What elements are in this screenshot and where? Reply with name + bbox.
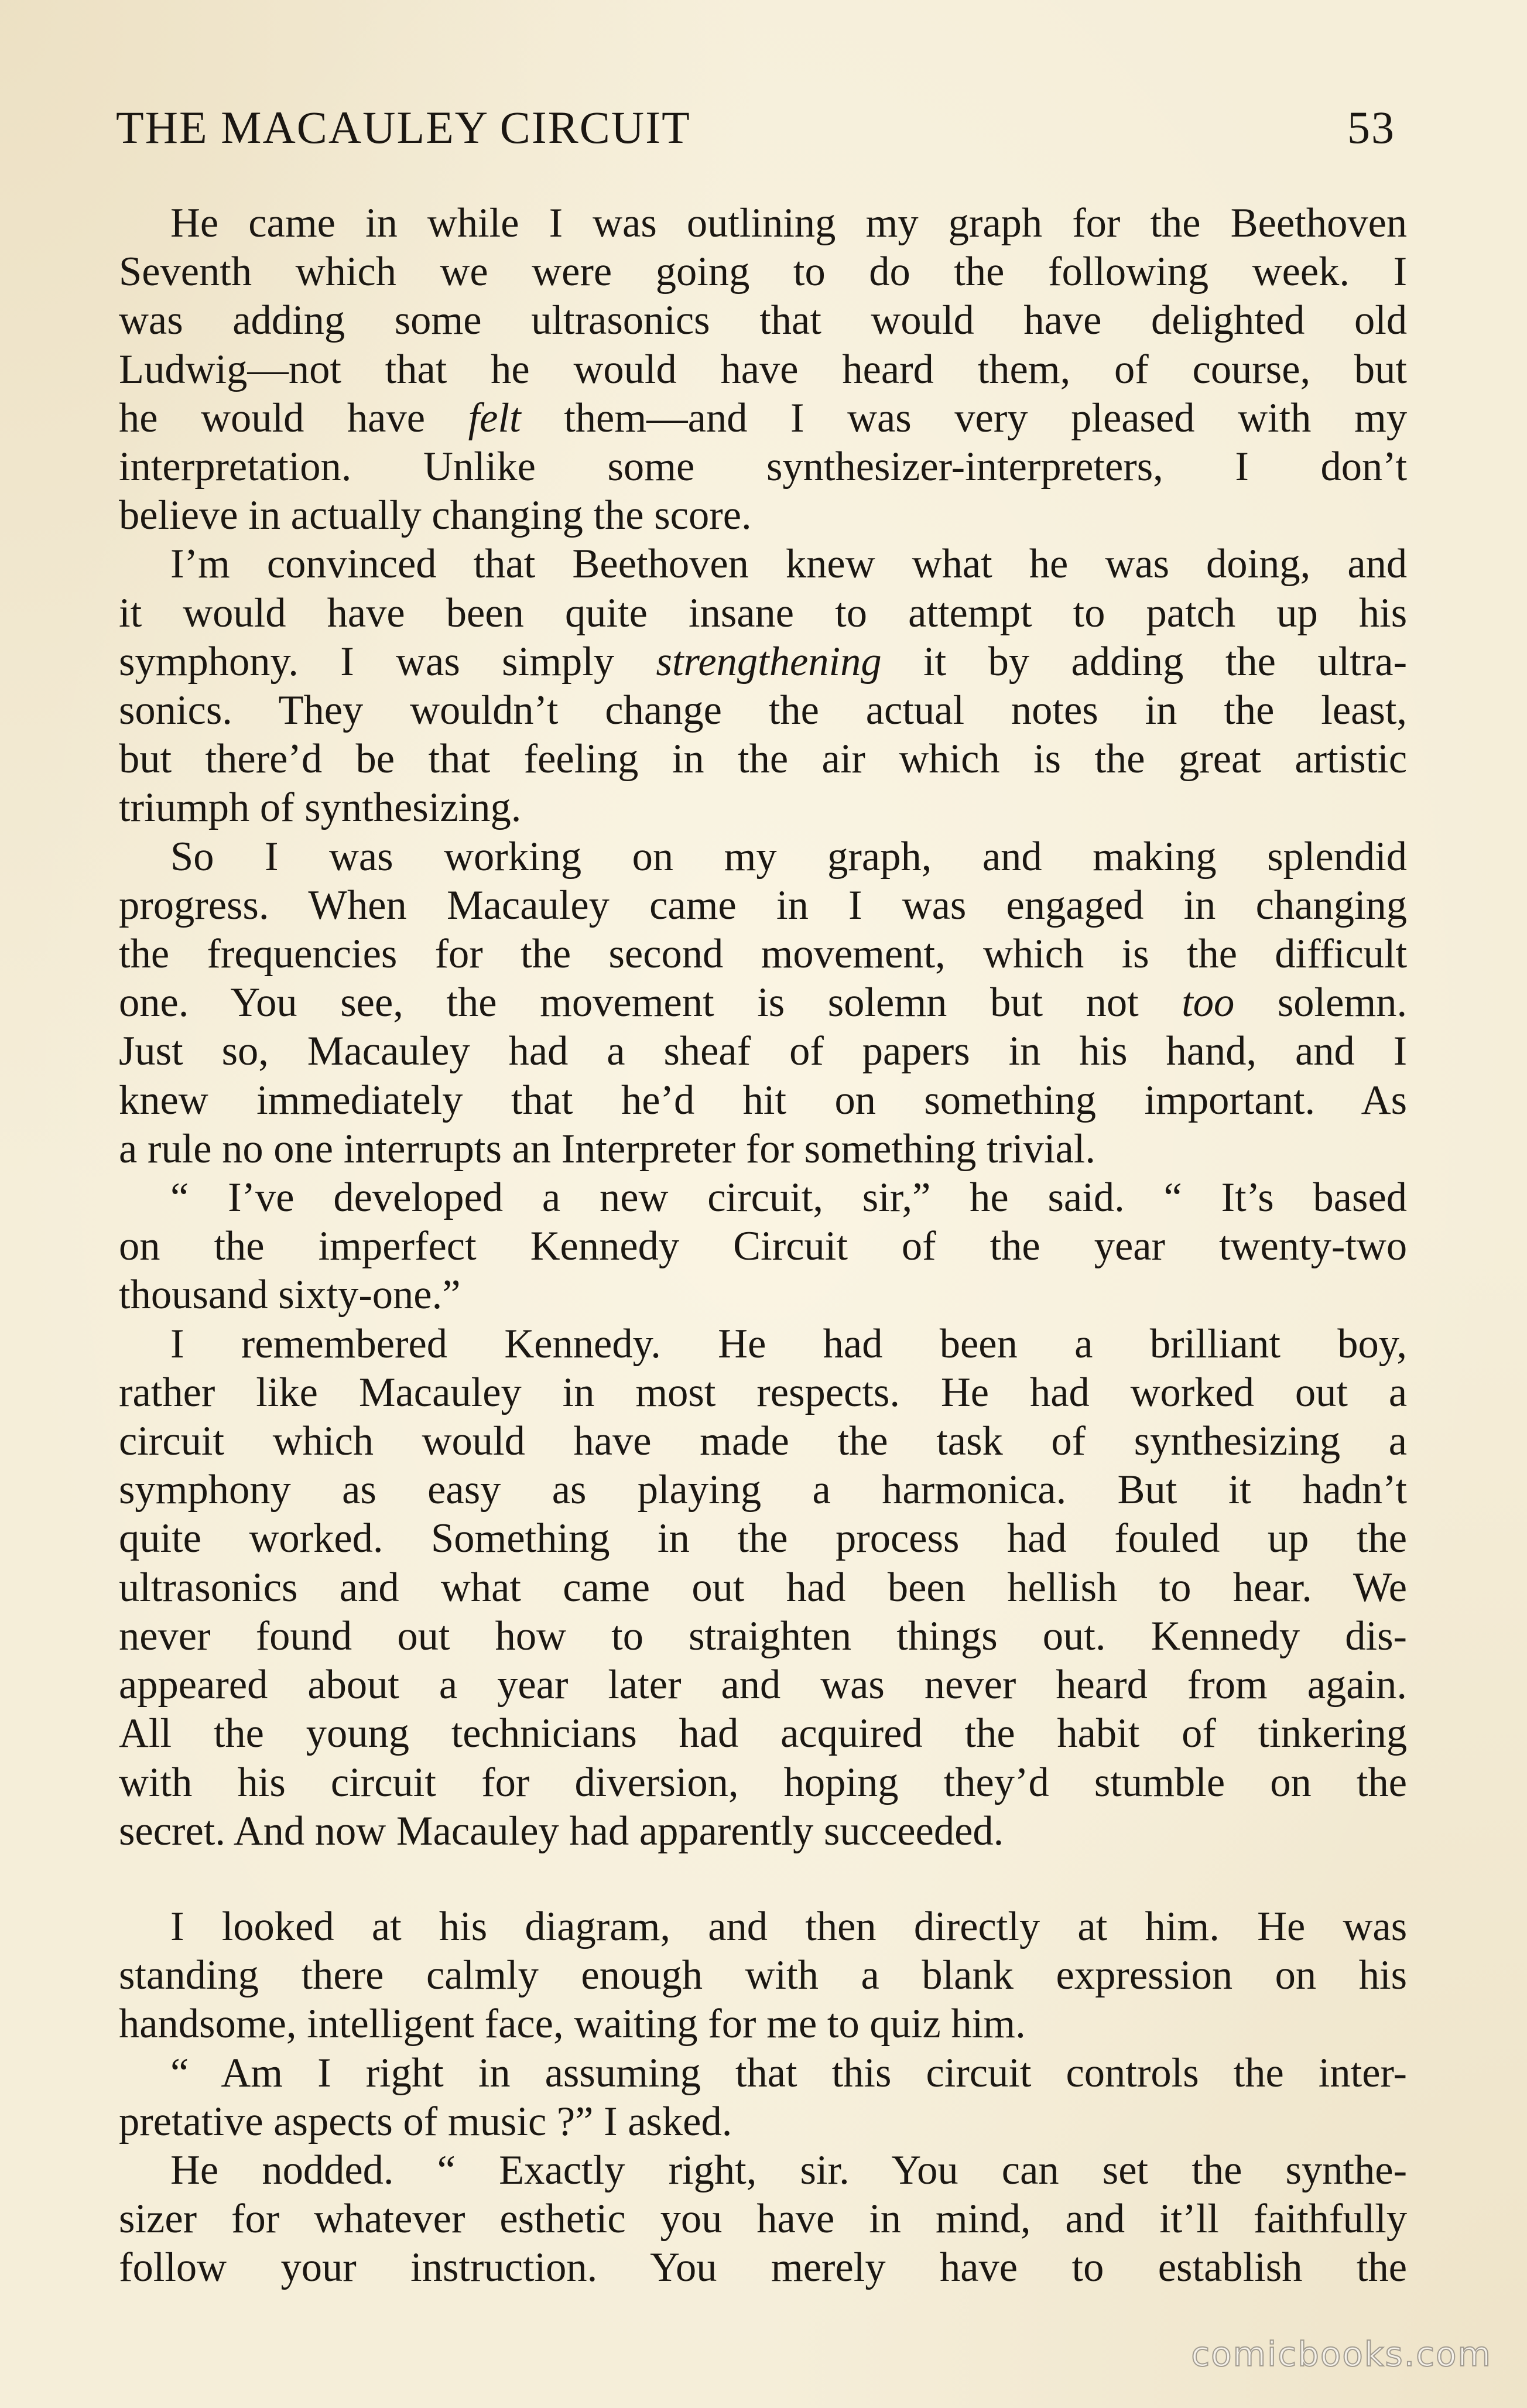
text-line: interpretation. Unlike some synthesizer-interpreters, I don’t <box>119 444 1408 490</box>
text-line: appeared about a year later and was never heard from again. <box>119 1662 1408 1708</box>
text-line: thousand sixty-one.” <box>119 1272 461 1318</box>
text-line: standing there calmly enough with a blank expression on his <box>119 1952 1408 1999</box>
text-line: Ludwig—not that he would have heard them, of course, but <box>119 346 1408 392</box>
text-line: ultrasonics and what came out had been hellish to hear. We <box>119 1564 1408 1610</box>
text-line: Seventh which we were going to do the following week. I <box>119 249 1408 295</box>
paragraph <box>119 2146 1407 2293</box>
text-line: follow your instruction. You merely have to establish the <box>119 2245 1408 2291</box>
text-line: sizer for whatever esthetic you have in mind, and it’ll faithfully <box>119 2196 1408 2242</box>
text-line: it would have been quite insane to attempt to patch up his <box>119 590 1408 636</box>
text-line: a rule no one interrupts an Interpreter for something trivial. <box>119 1126 1096 1172</box>
page-number: 53 <box>1347 102 1395 153</box>
text-line: I looked at his diagram, and then directly at him. He was <box>170 1903 1408 1949</box>
text-line: circuit which would have made the task of synthesizing a <box>119 1418 1408 1465</box>
text-line: symphony as easy as playing a harmonica. But it hadn’t <box>119 1467 1408 1513</box>
text-line: he would have felt them—and I was very pleased with my <box>119 395 1408 441</box>
text-line: pretative aspects of music ?” I asked. <box>119 2098 732 2144</box>
text-line: I remembered Kennedy. He had been a brilliant boy, <box>170 1321 1407 1367</box>
text-line: believe in actually changing the score. <box>119 492 752 539</box>
text-line: All the young technicians had acquired the habit of tinkering <box>119 1711 1408 1757</box>
text-line: He nodded. “ Exactly right, sir. You can set the synthe- <box>170 2147 1408 2193</box>
text-line: secret. And now Macauley had apparently succeeded. <box>119 1808 1004 1854</box>
text-line: quite worked. Something in the process had fouled up the <box>119 1516 1408 1562</box>
text-line: with his circuit for diversion, hoping they’d stumble on the <box>119 1759 1408 1805</box>
text-line: rather like Macauley in most respects. He had worked out a <box>119 1369 1408 1415</box>
paragraph <box>119 833 1407 1174</box>
paragraph <box>119 540 1407 832</box>
text-line: never found out how to straighten things out. Kennedy dis- <box>119 1613 1408 1659</box>
text-line: knew immediately that he’d hit on something important. As <box>119 1077 1408 1123</box>
text-line: handsome, intelligent face, waiting for me to quiz him. <box>119 2001 1026 2047</box>
text-line: symphony. I was simply strengthening it by adding the ultra- <box>119 638 1408 685</box>
text-line: I’m convinced that Beethoven knew what he was doing, and <box>170 541 1408 587</box>
text-line: sonics. They wouldn’t change the actual notes in the least, <box>119 687 1408 734</box>
text-line: progress. When Macauley came in I was engaged in changing <box>119 882 1408 928</box>
body-text <box>119 199 1407 2293</box>
section-break <box>119 1856 1407 1903</box>
text-line: the frequencies for the second movement, which is the difficult <box>119 931 1408 977</box>
text-line: He came in while I was outlining my graph for the Beethoven <box>170 200 1408 246</box>
text-line: So I was working on my graph, and making splendid <box>170 833 1407 880</box>
paragraph <box>119 1903 1407 2049</box>
running-head <box>116 98 1395 157</box>
text-line: on the imperfect Kennedy Circuit of the year twenty-two <box>119 1223 1408 1270</box>
text-line: Just so, Macauley had a sheaf of papers in his hand, and I <box>119 1028 1408 1075</box>
paragraph <box>119 1174 1407 1320</box>
text-line: “ Am I right in assuming that this circuit controls the inter- <box>170 2050 1408 2096</box>
paragraph <box>119 2049 1407 2146</box>
watermark: comicbooks.com <box>1191 2334 1492 2374</box>
text-line: was adding some ultrasonics that would have delighted old <box>119 297 1408 344</box>
text-line: but there’d be that feeling in the air which is the great artistic <box>119 736 1408 782</box>
text-line: one. You see, the movement is solemn but not too solemn. <box>119 980 1408 1026</box>
paragraph <box>119 199 1407 540</box>
running-title: THE MACAULEY CIRCUIT <box>116 102 691 153</box>
text-line: triumph of synthesizing. <box>119 785 522 831</box>
paragraph <box>119 1320 1407 1856</box>
text-line: “ I’ve developed a new circuit, sir,” he said. “ It’s based <box>170 1175 1408 1221</box>
